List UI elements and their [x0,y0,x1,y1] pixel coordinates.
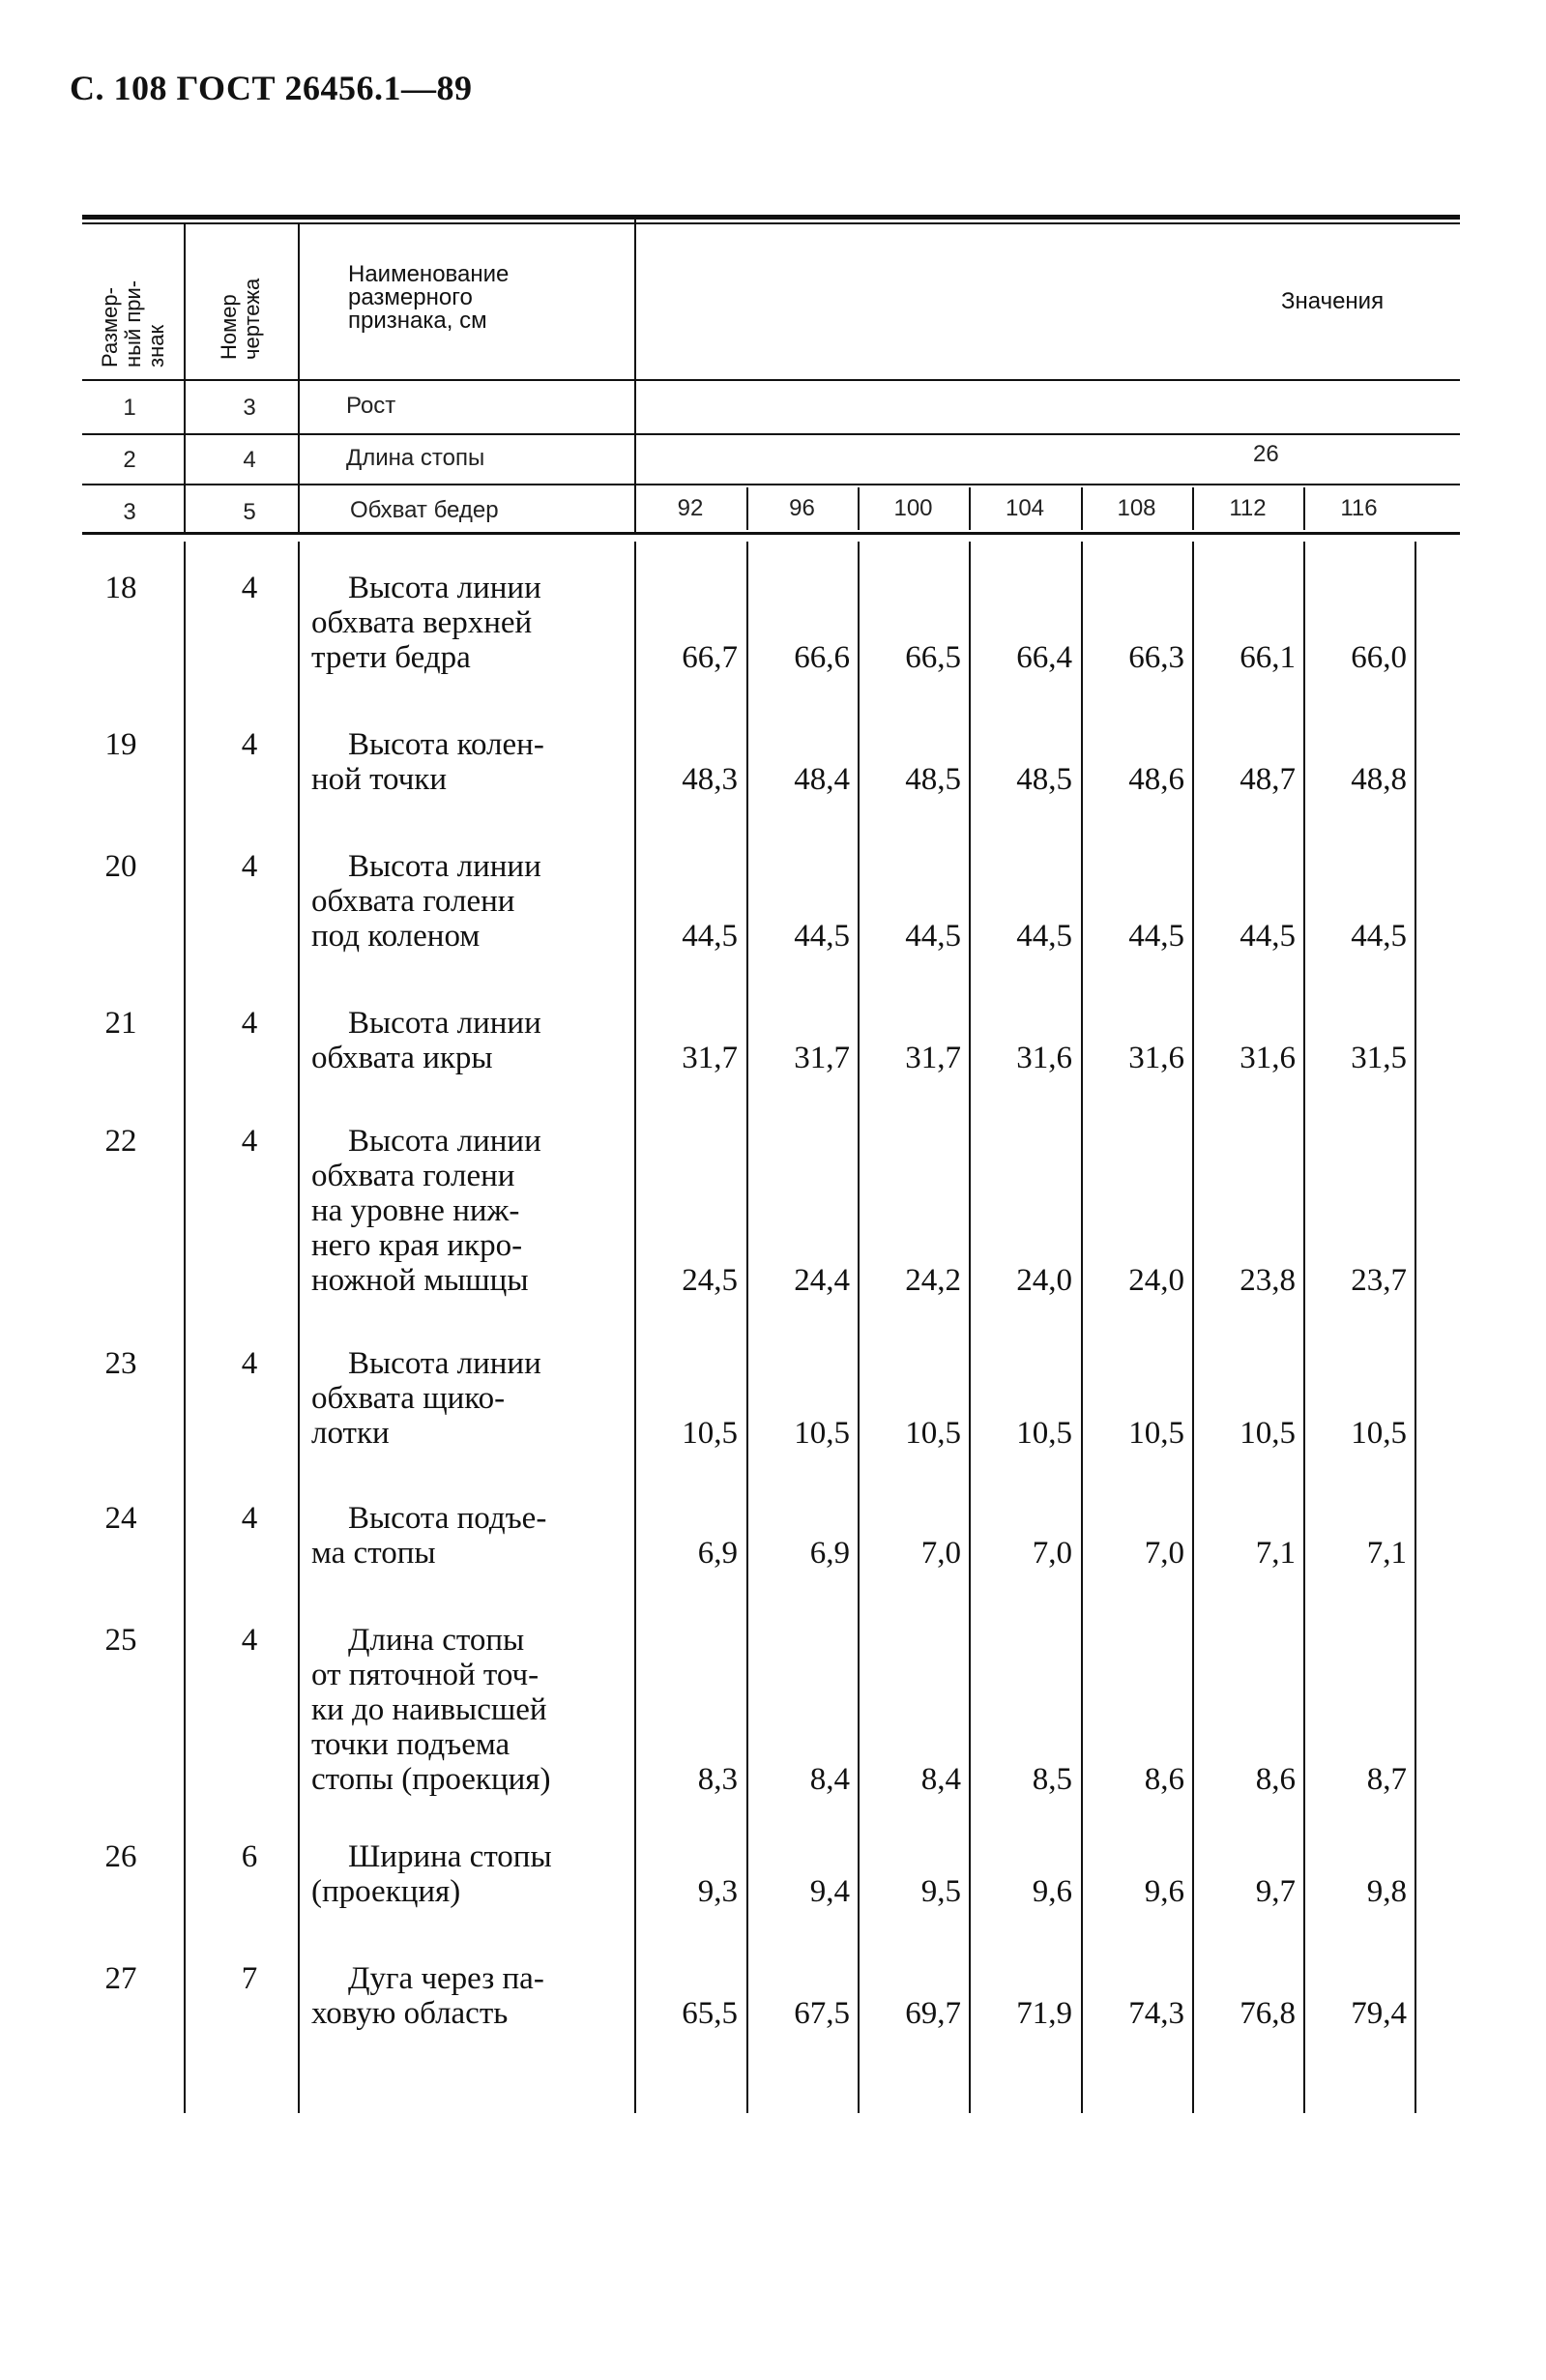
row-value: 79,4 [1351,1996,1407,2031]
feature-name-line: под коленом [311,919,481,954]
row-value: 44,5 [682,919,738,954]
hip-value: 112 [1229,495,1267,521]
row-value: 66,1 [1240,640,1296,675]
row-value: 10,5 [1016,1416,1072,1451]
row-value: 10,5 [1240,1416,1296,1451]
col-name-title [348,263,509,333]
head-row-drawing: 5 [243,499,256,525]
row-value: 48,5 [905,762,961,797]
col-size-feature-title [99,280,168,367]
row-drawing-number: 4 [241,1501,258,1536]
row-value: 7,1 [1366,1536,1407,1571]
row-value: 9,3 [697,1874,738,1909]
row-value: 74,3 [1128,1996,1184,2031]
row-value: 8,7 [1366,1762,1407,1797]
row-value: 6,9 [697,1536,738,1571]
divider [634,542,636,2113]
divider [746,542,748,2113]
row-value: 31,7 [682,1041,738,1075]
row-number: 18 [104,571,137,605]
feature-name-line: ной точки [311,762,447,797]
divider [858,542,860,2113]
row-value: 44,5 [1016,919,1072,954]
row-value: 69,7 [905,1996,961,2031]
row-drawing-number: 4 [241,1346,258,1381]
feature-name-line: Дуга через па- [348,1961,544,1996]
divider [969,487,971,530]
row-feature-name [311,1961,601,2031]
row-value: 66,4 [1016,640,1072,675]
row-value: 24,5 [682,1263,738,1298]
row-number: 24 [104,1501,137,1536]
divider [82,532,1460,535]
row-value: 10,5 [1128,1416,1184,1451]
row-number: 25 [104,1623,137,1658]
row-value: 9,6 [1032,1874,1072,1909]
row-value: 44,5 [1240,919,1296,954]
row-value: 44,5 [905,919,961,954]
row-drawing-number: 4 [241,727,258,762]
values-title: Значения [1281,288,1385,314]
feature-name-line: ховую область [311,1996,509,2031]
row-number: 19 [104,727,137,762]
row-number: 21 [104,1006,137,1041]
head-row-name: Рост [346,393,396,419]
row-value: 8,5 [1032,1762,1072,1797]
feature-name-line: обхвата верхней [311,605,533,640]
row-value: 8,4 [920,1762,961,1797]
row-value: 66,5 [905,640,961,675]
row-value: 48,4 [794,762,850,797]
col-title-line: Наименование [348,261,510,287]
row-value: 10,5 [1351,1416,1407,1451]
divider [1303,487,1305,530]
row-value: 24,2 [905,1263,961,1298]
row-value: 65,5 [682,1996,738,2031]
divider [82,484,1460,485]
row-value: 31,6 [1240,1041,1296,1075]
row-feature-name [311,1501,601,1571]
foot-length-value: 26 [1253,441,1279,467]
divider [82,433,1460,435]
head-row-num: 3 [123,499,136,525]
divider [746,487,748,530]
row-value: 23,8 [1240,1263,1296,1298]
col-title-line: Размер- [98,287,122,367]
col-drawing-title [218,279,264,360]
row-value: 48,7 [1240,762,1296,797]
row-value: 9,4 [809,1874,850,1909]
doc-code: ГОСТ 26456.1—89 [176,69,473,107]
row-feature-name [311,571,601,675]
row-value: 9,7 [1255,1874,1296,1909]
row-value: 44,5 [1351,919,1407,954]
row-value: 67,5 [794,1996,850,2031]
row-value: 7,0 [920,1536,961,1571]
row-value: 48,6 [1128,762,1184,797]
row-feature-name [311,1124,601,1298]
feature-name-line: обхвата икры [311,1041,493,1075]
row-value: 66,6 [794,640,850,675]
divider [1303,542,1305,2113]
row-drawing-number: 4 [241,1124,258,1159]
hip-value: 108 [1117,495,1156,521]
row-value: 31,6 [1016,1041,1072,1075]
head-row-drawing: 3 [243,395,256,421]
row-number: 26 [104,1839,137,1874]
row-value: 66,3 [1128,640,1184,675]
divider [858,487,860,530]
row-value: 24,4 [794,1263,850,1298]
table-top-border-inner [82,222,1460,224]
feature-name-line: точки подъема [311,1727,510,1762]
feature-name-line: Высота линии [348,571,541,605]
row-value: 31,7 [905,1041,961,1075]
feature-name-line: Высота линии [348,1124,541,1159]
col-title-line: размерного [348,284,473,310]
feature-name-line: ки до наивысшей [311,1692,547,1727]
feature-name-line: Высота линии [348,1346,541,1381]
row-number: 22 [104,1124,137,1159]
row-number: 27 [104,1961,137,1996]
hip-value: 116 [1340,495,1378,521]
divider [634,215,636,534]
row-value: 7,1 [1255,1536,1296,1571]
feature-name-line: (проекция) [311,1874,461,1909]
head-row-num: 2 [123,447,136,473]
head-row-name: Обхват бедер [350,497,499,523]
feature-name-line: Длина стопы [348,1623,525,1658]
row-value: 24,0 [1128,1263,1184,1298]
row-value: 48,8 [1351,762,1407,797]
table-top-border [82,215,1460,220]
head-row-num: 1 [123,395,136,421]
feature-name-line: трети бедра [311,640,471,675]
row-drawing-number: 6 [241,1839,258,1874]
row-value: 9,5 [920,1874,961,1909]
feature-name-line: Высота колен- [348,727,544,762]
row-value: 9,8 [1366,1874,1407,1909]
row-value: 7,0 [1032,1536,1072,1571]
row-value: 31,6 [1128,1041,1184,1075]
row-number: 23 [104,1346,137,1381]
divider [1192,487,1194,530]
row-value: 7,0 [1144,1536,1184,1571]
row-drawing-number: 4 [241,571,258,605]
head-row-drawing: 4 [243,447,256,473]
row-value: 44,5 [1128,919,1184,954]
feature-name-line: обхвата голени [311,1159,515,1193]
col-title-line: признака, см [348,308,487,334]
row-feature-name [311,849,601,954]
row-value: 9,6 [1144,1874,1184,1909]
divider [1415,542,1416,2113]
row-value: 31,7 [794,1041,850,1075]
row-value: 31,5 [1351,1041,1407,1075]
feature-name-line: обхвата голени [311,884,515,919]
row-feature-name [311,1839,601,1909]
row-value: 71,9 [1016,1996,1072,2031]
divider [82,379,1460,381]
row-value: 10,5 [905,1416,961,1451]
row-value: 66,7 [682,640,738,675]
row-value: 66,0 [1351,640,1407,675]
feature-name-line: Высота линии [348,1006,541,1041]
row-value: 48,5 [1016,762,1072,797]
row-feature-name [311,727,601,797]
row-value: 48,3 [682,762,738,797]
row-feature-name [311,1346,601,1451]
divider [184,542,186,2113]
divider [1081,542,1083,2113]
feature-name-line: стопы (проекция) [311,1762,551,1797]
feature-name-line: Высота линии [348,849,541,884]
row-value: 23,7 [1351,1263,1407,1298]
feature-name-line: ма стопы [311,1536,436,1571]
page-header [70,68,472,108]
feature-name-line: Высота подъе- [348,1501,547,1536]
feature-name-line: от пяточной точ- [311,1658,540,1692]
col-title-line: Номер [217,294,241,360]
col-title-line: чертежа [240,278,264,360]
row-value: 76,8 [1240,1996,1296,2031]
hip-value: 100 [893,495,933,521]
row-value: 8,3 [697,1762,738,1797]
feature-name-line: него края икро- [311,1228,523,1263]
feature-name-line: ножной мышцы [311,1263,529,1298]
feature-name-line: Ширина стопы [348,1839,552,1874]
row-value: 10,5 [794,1416,850,1451]
divider [1192,542,1194,2113]
head-row-name: Длина стопы [346,445,485,471]
row-feature-name [311,1006,601,1075]
hip-value: 104 [1005,495,1045,521]
row-value: 44,5 [794,919,850,954]
divider [1081,487,1083,530]
row-value: 6,9 [809,1536,850,1571]
hip-value: 96 [789,495,815,521]
feature-name-line: на уровне ниж- [311,1193,520,1228]
row-value: 8,4 [809,1762,850,1797]
row-value: 8,6 [1144,1762,1184,1797]
divider [969,542,971,2113]
row-number: 20 [104,849,137,884]
row-drawing-number: 4 [241,849,258,884]
row-value: 10,5 [682,1416,738,1451]
feature-name-line: обхвата щико- [311,1381,506,1416]
divider [298,542,300,2113]
col-title-line: ный при- [121,279,145,367]
row-value: 8,6 [1255,1762,1296,1797]
col-title-line: знак [144,324,168,367]
row-drawing-number: 4 [241,1006,258,1041]
page-number: С. 108 [70,69,167,107]
feature-name-line: лотки [311,1416,390,1451]
row-feature-name [311,1623,601,1797]
row-value: 24,0 [1016,1263,1072,1298]
row-drawing-number: 4 [241,1623,258,1658]
hip-value: 92 [677,495,704,521]
row-drawing-number: 7 [241,1961,258,1996]
